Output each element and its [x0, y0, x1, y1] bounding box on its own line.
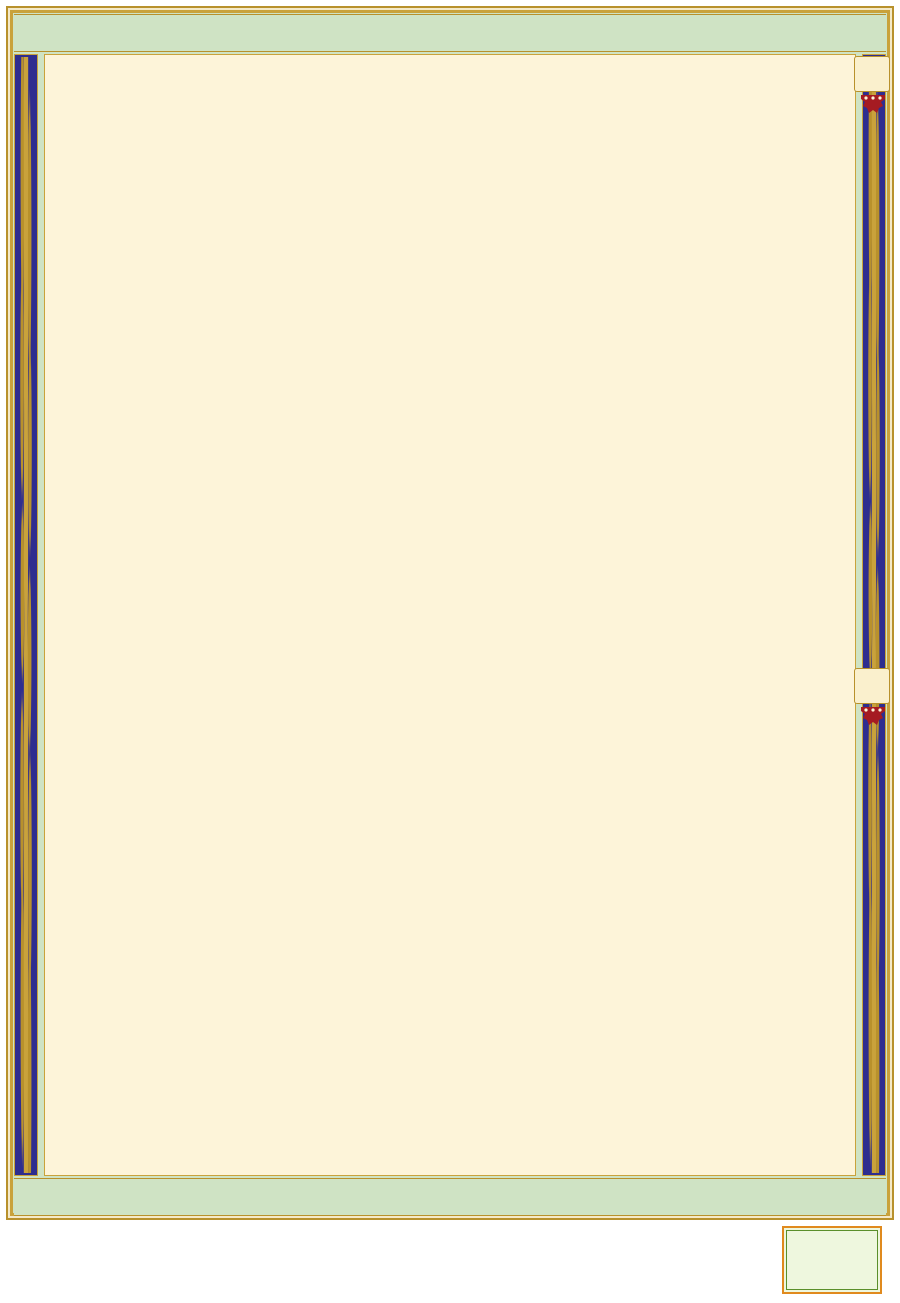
right-ornament-strip: [862, 54, 886, 1176]
header-band: [14, 14, 886, 52]
juz-hizb-plate-top: [854, 56, 890, 92]
footer-band: [14, 1178, 886, 1216]
thematic-division-footer: [0, 1224, 900, 1303]
hizb-crown-icon-top: [858, 92, 888, 118]
hizb-crown-icon-mid: [858, 704, 888, 730]
footer-column-left: [0, 1224, 392, 1227]
hizb-plate-mid: [854, 668, 890, 704]
quran-text-area: [44, 54, 856, 1176]
footer-column-right: [392, 1224, 772, 1227]
left-ornament-strip: [14, 54, 38, 1176]
thematic-division-logo: [782, 1226, 882, 1294]
